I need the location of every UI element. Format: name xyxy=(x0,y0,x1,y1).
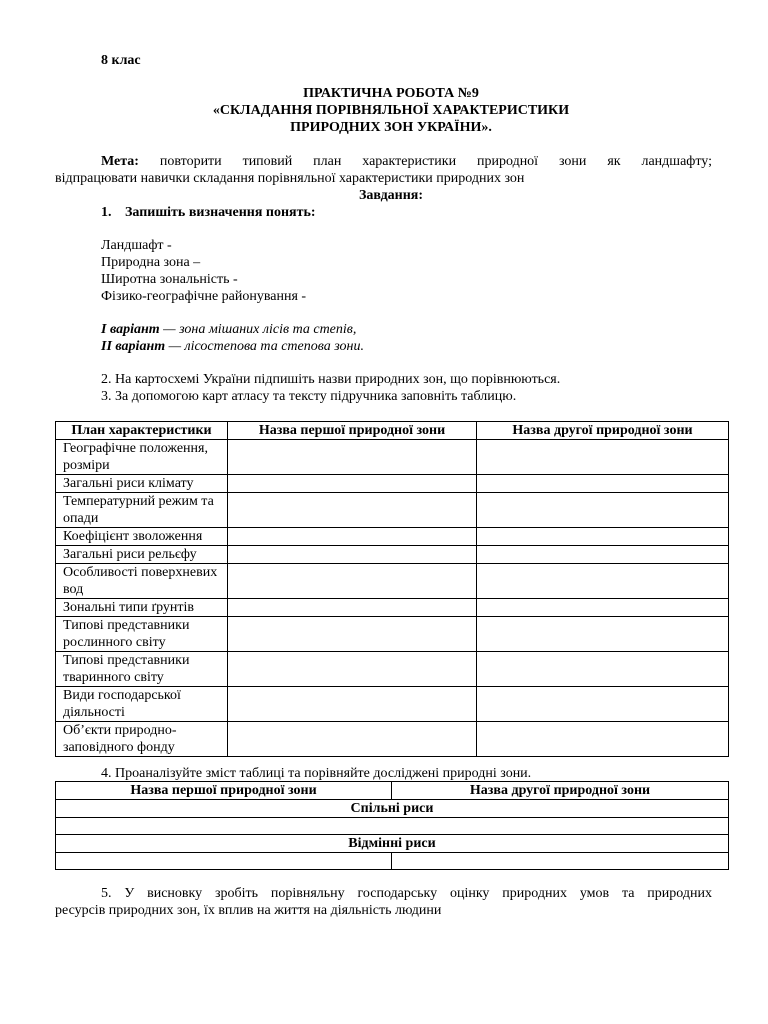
table-row xyxy=(56,493,729,528)
zone-2-cell[interactable] xyxy=(477,528,729,546)
zone-2-cell[interactable] xyxy=(477,475,729,493)
comparison-header-row xyxy=(56,782,729,800)
zone-1-cell[interactable] xyxy=(228,546,477,564)
task2-text: 2. На картосхемі України підпишіть назви природних зон, що порівнюються. xyxy=(101,372,561,387)
zone-2-cell[interactable] xyxy=(477,599,729,617)
zone-1-cell[interactable] xyxy=(228,528,477,546)
variant-2-label: ІІ варіант xyxy=(101,339,166,354)
row-label: Географічне положення, розміри xyxy=(56,440,228,475)
task4-text: 4. Проаналізуйте зміст таблиці та порівняйте досліджені природні зони. xyxy=(101,766,532,781)
differences-answer-row xyxy=(56,853,729,870)
row-label: Типові представники рослинного світу xyxy=(56,617,228,652)
zone-1-cell[interactable] xyxy=(228,475,477,493)
common-features-row xyxy=(56,800,729,818)
variant-1-text: — зона мішаних лісів та степів, xyxy=(159,322,357,337)
row-label: Загальні риси клімату xyxy=(56,475,228,493)
title-line-2: «СКЛАДАННЯ ПОРІВНЯЛЬНОЇ ХАРАКТЕРИСТИКИ xyxy=(212,103,570,118)
zone-1-cell[interactable] xyxy=(228,440,477,475)
common-features-cell[interactable] xyxy=(56,818,729,835)
goal-text-1: повторити типовий план характеристики природної зони як ландшафту; xyxy=(159,154,712,169)
table-row xyxy=(56,475,729,493)
variant-2 xyxy=(101,338,364,355)
row-label: Види господарської діяльності xyxy=(56,687,228,722)
differences-zone-2-cell[interactable] xyxy=(392,853,729,870)
zone-2-cell[interactable] xyxy=(477,687,729,722)
row-label: Зональні типи ґрунтів xyxy=(56,599,228,617)
zone-1-cell[interactable] xyxy=(228,617,477,652)
term-regionalization: Фізико-географічне районування - xyxy=(101,289,307,304)
goal-line-1 xyxy=(101,153,712,170)
row-label: Об’єкти природно-заповідного фонду xyxy=(56,722,228,757)
comparison-col-zone-1: Назва першої природної зони xyxy=(56,782,392,800)
tasks-heading: Завдання: xyxy=(358,188,424,203)
zone-1-cell[interactable] xyxy=(228,652,477,687)
table-header-row xyxy=(56,422,729,440)
row-label: Коефіцієнт зволоження xyxy=(56,528,228,546)
zone-2-cell[interactable] xyxy=(477,564,729,599)
row-label: Загальні риси рельєфу xyxy=(56,546,228,564)
row-label: Типові представники тваринного світу xyxy=(56,652,228,687)
task1-text: Запишіть визначення понять: xyxy=(125,205,316,220)
zone-2-cell[interactable] xyxy=(477,440,729,475)
table-row xyxy=(56,440,729,475)
row-label: Температурний режим та опади xyxy=(56,493,228,528)
table-row xyxy=(56,722,729,757)
differences-heading: Відмінні риси xyxy=(56,835,729,853)
zone-1-cell[interactable] xyxy=(228,493,477,528)
common-features-heading: Спільні риси xyxy=(56,800,729,818)
term-natural-zone: Природна зона – xyxy=(101,255,201,270)
zone-2-cell[interactable] xyxy=(477,652,729,687)
characteristics-table xyxy=(55,421,729,757)
zone-2-cell[interactable] xyxy=(477,617,729,652)
zone-1-cell[interactable] xyxy=(228,687,477,722)
goal-label: Мета: xyxy=(101,154,139,169)
variant-1 xyxy=(101,321,356,338)
zone-1-cell[interactable] xyxy=(228,599,477,617)
comparison-table xyxy=(55,781,729,870)
task5-line-2: ресурсів природних зон, їх вплив на життя на діяльність людини xyxy=(55,903,442,918)
header-zone-2: Назва другої природної зони xyxy=(477,422,729,440)
table-row xyxy=(56,528,729,546)
common-features-answer-row xyxy=(56,818,729,835)
variant-2-text: — лісостепова та степова зони. xyxy=(165,339,364,354)
header-plan: План характеристики xyxy=(56,422,228,440)
zone-1-cell[interactable] xyxy=(228,564,477,599)
goal-line-2: відпрацювати навички складання порівняльної характеристики природних зон xyxy=(55,171,525,186)
term-latitudinal-zonality: Широтна зональність - xyxy=(101,272,238,287)
row-label: Особливості поверхневих вод xyxy=(56,564,228,599)
grade-label: 8 клас xyxy=(101,53,141,68)
differences-zone-1-cell[interactable] xyxy=(56,853,392,870)
header-zone-1: Назва першої природної зони xyxy=(228,422,477,440)
table-row xyxy=(56,546,729,564)
task3-text: 3. За допомогою карт атласу та тексту підручника заповніть таблицю. xyxy=(101,389,517,404)
variant-1-label: І варіант xyxy=(101,322,160,337)
table-row xyxy=(56,652,729,687)
differences-row xyxy=(56,835,729,853)
zone-2-cell[interactable] xyxy=(477,493,729,528)
title-line-3: ПРИРОДНИХ ЗОН УКРАЇНИ». xyxy=(290,120,492,135)
term-landscape: Ландшафт - xyxy=(101,238,172,253)
task5-line-1: 5. У висновку зробіть порівняльну господарську оцінку природних умов та природних xyxy=(101,886,712,901)
zone-2-cell[interactable] xyxy=(477,546,729,564)
task1-number: 1. xyxy=(101,205,112,220)
title-line-1: ПРАКТИЧНА РОБОТА №9 xyxy=(303,86,479,101)
table-row xyxy=(56,564,729,599)
table-row xyxy=(56,617,729,652)
table-row xyxy=(56,599,729,617)
zone-1-cell[interactable] xyxy=(228,722,477,757)
zone-2-cell[interactable] xyxy=(477,722,729,757)
table-row xyxy=(56,687,729,722)
comparison-col-zone-2: Назва другої природної зони xyxy=(392,782,729,800)
